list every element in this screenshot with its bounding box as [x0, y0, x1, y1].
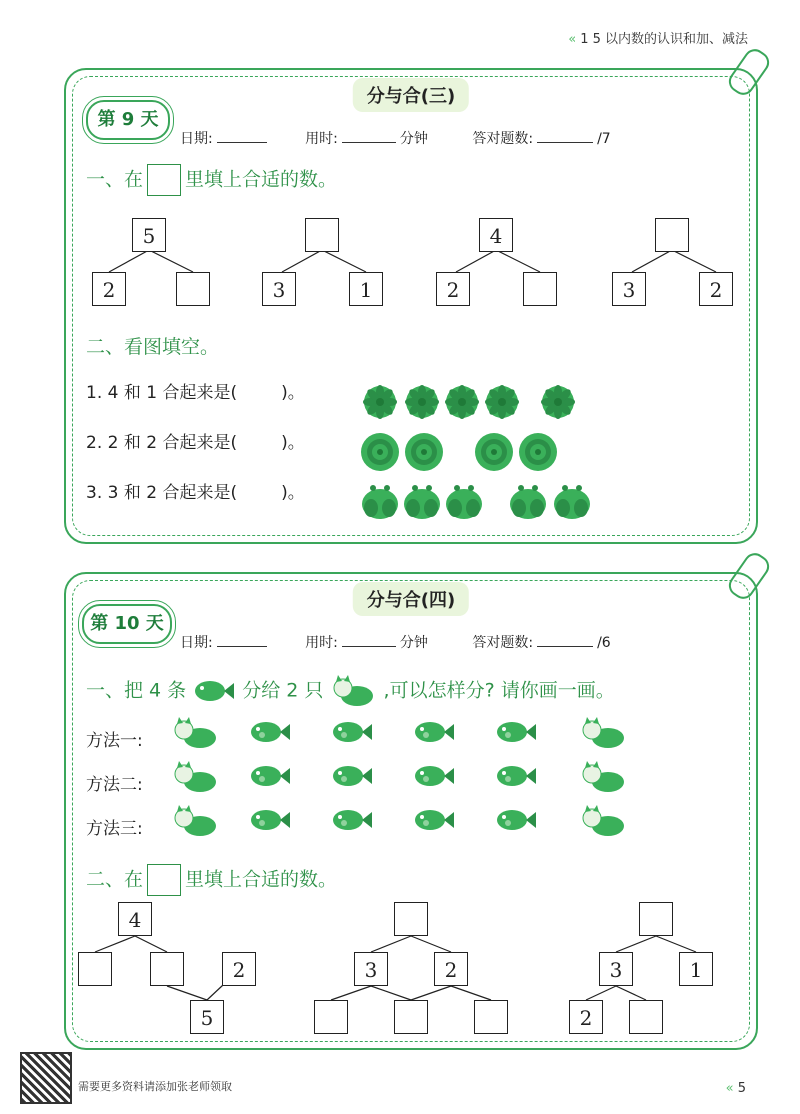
day9-section1-heading: 一、在 里填上合适的数。 — [86, 164, 337, 196]
tree4-left-box[interactable]: 3 — [612, 272, 646, 306]
chapter-header — [568, 28, 748, 47]
day10-section1-heading: 一、把 4 条 分给 2 只 ,可以怎样分? 请你画一画。 — [86, 674, 615, 708]
rose-icon — [519, 433, 557, 471]
chevron-icon: « — [568, 32, 577, 47]
rose-icon — [405, 433, 443, 471]
frog-icon — [362, 485, 398, 519]
frog-icon — [446, 485, 482, 519]
treeC-bottom1-box[interactable]: 2 — [569, 1000, 603, 1034]
tree2-left-box[interactable]: 3 — [262, 272, 296, 306]
tree2-top-box[interactable] — [305, 218, 339, 252]
question-1: 1. 4 和 1 合起来是( )。 — [86, 383, 305, 403]
rose-icon — [361, 433, 399, 471]
score-label: 答对题数: — [472, 131, 534, 147]
tree3-top-box[interactable]: 4 — [479, 218, 513, 252]
tree4-top-box[interactable] — [655, 218, 689, 252]
method-1-label: 方法一: — [86, 731, 143, 751]
score-label: 答对题数: — [472, 635, 534, 651]
flower-icon — [541, 385, 575, 419]
time-label: 用时: — [305, 131, 338, 147]
time-label: 用时: — [305, 635, 338, 651]
chevron-icon: « — [725, 1081, 734, 1096]
flower-icon — [445, 385, 479, 419]
day9-title: 分与合(三) — [353, 78, 469, 112]
date-label: 日期: — [180, 635, 213, 651]
day10-title: 分与合(四) — [353, 582, 469, 616]
question-3: 3. 3 和 2 合起来是( )。 — [86, 483, 305, 503]
tree1-right-box[interactable] — [176, 272, 210, 306]
treeC-left-box[interactable]: 3 — [599, 952, 633, 986]
question-2: 2. 2 和 2 合起来是( )。 — [86, 433, 305, 453]
tree1-left-box[interactable]: 2 — [92, 272, 126, 306]
day9-section2-heading: 二、看图填空。 — [86, 336, 220, 358]
tree3-right-box[interactable] — [523, 272, 557, 306]
flower-icon — [405, 385, 439, 419]
time-unit: 分钟 — [399, 635, 428, 651]
rose-icon — [475, 433, 513, 471]
day10-section2-heading: 二、在 里填上合适的数。 — [86, 864, 337, 896]
flower-icon — [363, 385, 397, 419]
frog-icon — [554, 485, 590, 519]
score-total: /7 — [597, 131, 611, 147]
treeA-left-box[interactable] — [78, 952, 112, 986]
treeC-top-box[interactable] — [639, 902, 673, 936]
frog-icon — [404, 485, 440, 519]
method-2-label: 方法二: — [86, 775, 143, 795]
frog-icon — [510, 485, 546, 519]
day9-tree-lines — [66, 70, 756, 370]
treeA-mid-box[interactable] — [150, 952, 184, 986]
tree1-top-box[interactable]: 5 — [132, 218, 166, 252]
treeC-right-box[interactable]: 1 — [679, 952, 713, 986]
treeC-bottom2-box[interactable] — [629, 1000, 663, 1034]
treeB-right-box[interactable]: 2 — [434, 952, 468, 986]
treeB-bottom3-box[interactable] — [474, 1000, 508, 1034]
date-label: 日期: — [180, 131, 213, 147]
time-unit: 分钟 — [399, 131, 428, 147]
tree3-left-box[interactable]: 2 — [436, 272, 470, 306]
flower-icon-group — [363, 385, 575, 419]
treeA-right-box[interactable]: 2 — [222, 952, 256, 986]
qr-code-icon — [20, 1052, 72, 1104]
day9-badge: 第 9 天 — [86, 100, 170, 140]
picture-area — [358, 372, 738, 522]
footer-note: 需要更多资料请添加张老师领取 — [78, 1080, 232, 1093]
treeB-left-box[interactable]: 3 — [354, 952, 388, 986]
frog-icon-group — [362, 485, 590, 519]
chapter-title: 1 5 以内数的认识和加、减法 — [580, 32, 748, 47]
day9-panel — [64, 68, 758, 544]
treeA-top-box[interactable]: 4 — [118, 902, 152, 936]
treeB-bottom1-box[interactable] — [314, 1000, 348, 1034]
treeB-top-box[interactable] — [394, 902, 428, 936]
tree4-right-box[interactable]: 2 — [699, 272, 733, 306]
rose-icon-group — [361, 433, 557, 471]
flower-icon — [485, 385, 519, 419]
treeA-bottom-box[interactable]: 5 — [190, 1000, 224, 1034]
score-total: /6 — [597, 635, 611, 651]
day10-badge: 第 10 天 — [82, 604, 172, 644]
page-number: « 5 — [725, 1081, 746, 1096]
treeB-bottom2-box[interactable] — [394, 1000, 428, 1034]
day10-panel — [64, 572, 758, 1050]
method-3-label: 方法三: — [86, 819, 143, 839]
tree2-right-box[interactable]: 1 — [349, 272, 383, 306]
